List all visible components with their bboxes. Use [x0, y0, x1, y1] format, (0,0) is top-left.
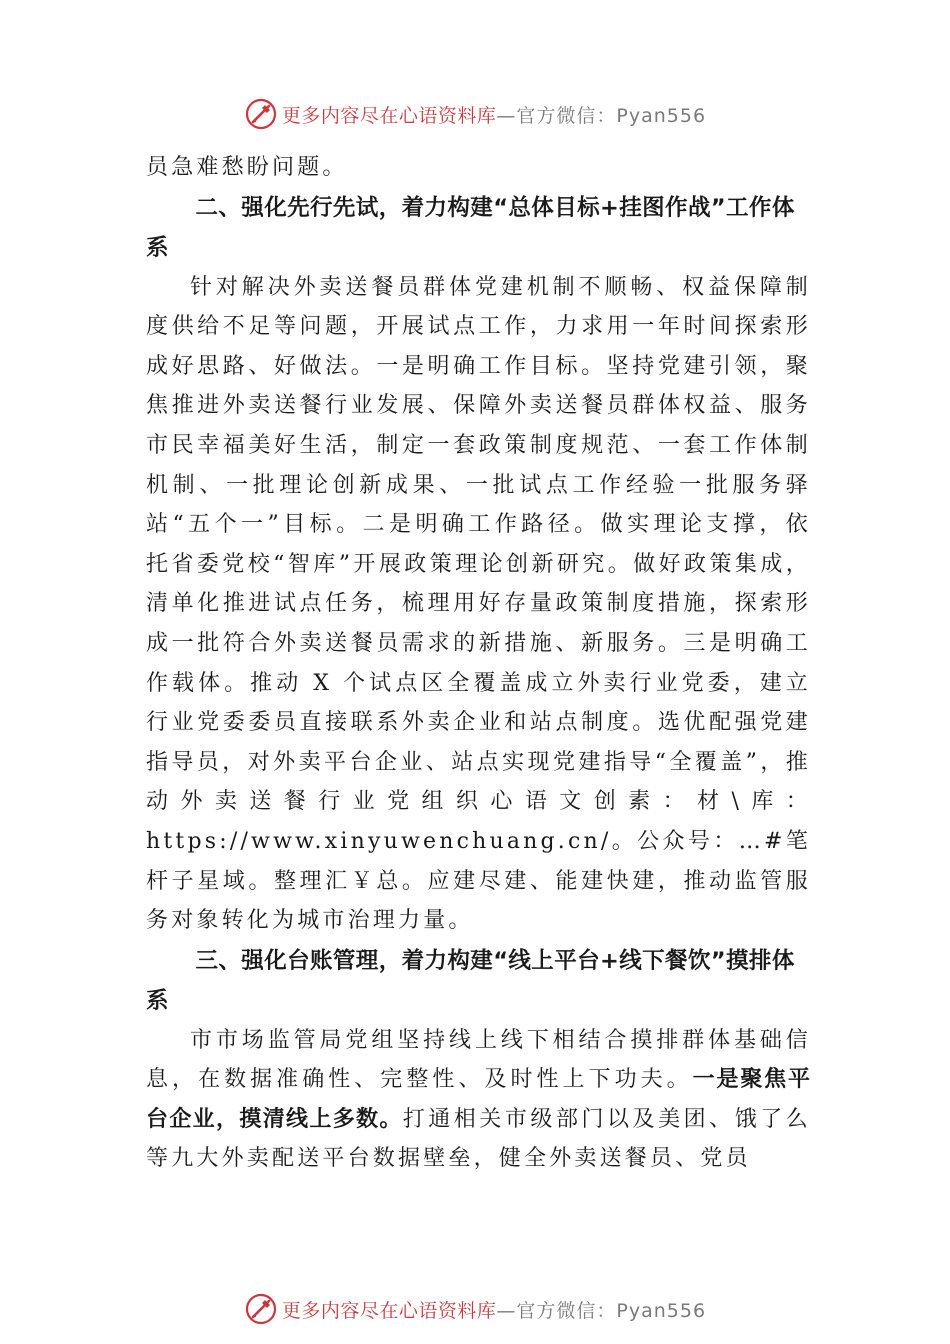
- pen-logo-icon: [244, 97, 278, 131]
- header-watermark: [0, 94, 950, 134]
- paragraph-section-3: [146, 1021, 811, 1179]
- banner-wechat-text: —官方微信：Pyan556: [496, 104, 707, 127]
- paragraph-text-end: 打通相关市级部门以及美团、饿了么等九大外卖配送平台数据壁垒，健全外卖送餐员、党员: [146, 1106, 811, 1172]
- footer-watermark: [0, 1289, 950, 1329]
- banner-brand-text: 更多内容尽在心语资料库: [281, 104, 497, 127]
- paragraph-continuation: 员急难愁盼问题。: [146, 155, 348, 180]
- banner-brand-text: 更多内容尽在心语资料库: [281, 1299, 497, 1322]
- paragraph-bold-text: 一是聚焦平台企业，摸清线上多数。: [146, 1067, 811, 1132]
- paragraph-section-2: 针对解决外卖送餐员群体党建机制不顺畅、权益保障制度供给不足等问题，开展试点工作，力求用一年时间探索形成好思路、好做法。一是明确工作目标。坚持党建引领，聚焦推进外卖送餐行业发展、保障外卖送餐员群体权益、服务市民幸福美好生活，制定一套政策制度规范、一套工作体制机制、一批理论创新成果、一批试点工作经验一批服务驿站“五个一”目标。二是明确工作路径。做实理论支撑，依 托省委党校“智库”开展政策理论创新研究。做好政策集成， 清单化推进试点任务，梳理用好存量政策制度措施，探索形成一批符合外卖送餐员需求的新措施、新服务。三是明确工作载体。推动 X 个试点区全覆盖成立外卖行业党委，建立行业党委委员直接联系外卖企业和站点制度。选优配强党建指导员，对外卖平台企业、站点实现党建指导“全覆盖”，推动外卖送餐行业党组织心语文创素：材\库：https://www.xinyuwenchuang.cn/。公众号：…#笔杆子星域。整理汇￥总。应建尽建、能建快建，推动监管服务对象转化为城市治理力量。: [146, 274, 811, 934]
- pen-logo-icon: [244, 1292, 278, 1326]
- paragraph-text: 市市场监管局党组坚持线上线下相结合摸排群体基础信息，在数据准确性、完整性、及时性上下功夫。: [146, 1027, 811, 1093]
- banner-wechat-text: —官方微信：Pyan556: [496, 1299, 707, 1322]
- document-body: [146, 148, 811, 1179]
- section-heading-2: 二、强化先行先试，着力构建“总体目标+挂图作战”工作体系: [146, 194, 795, 261]
- section-heading-3: 三、强化台账管理，着力构建“线上平台+线下餐饮”摸排体系: [146, 947, 795, 1014]
